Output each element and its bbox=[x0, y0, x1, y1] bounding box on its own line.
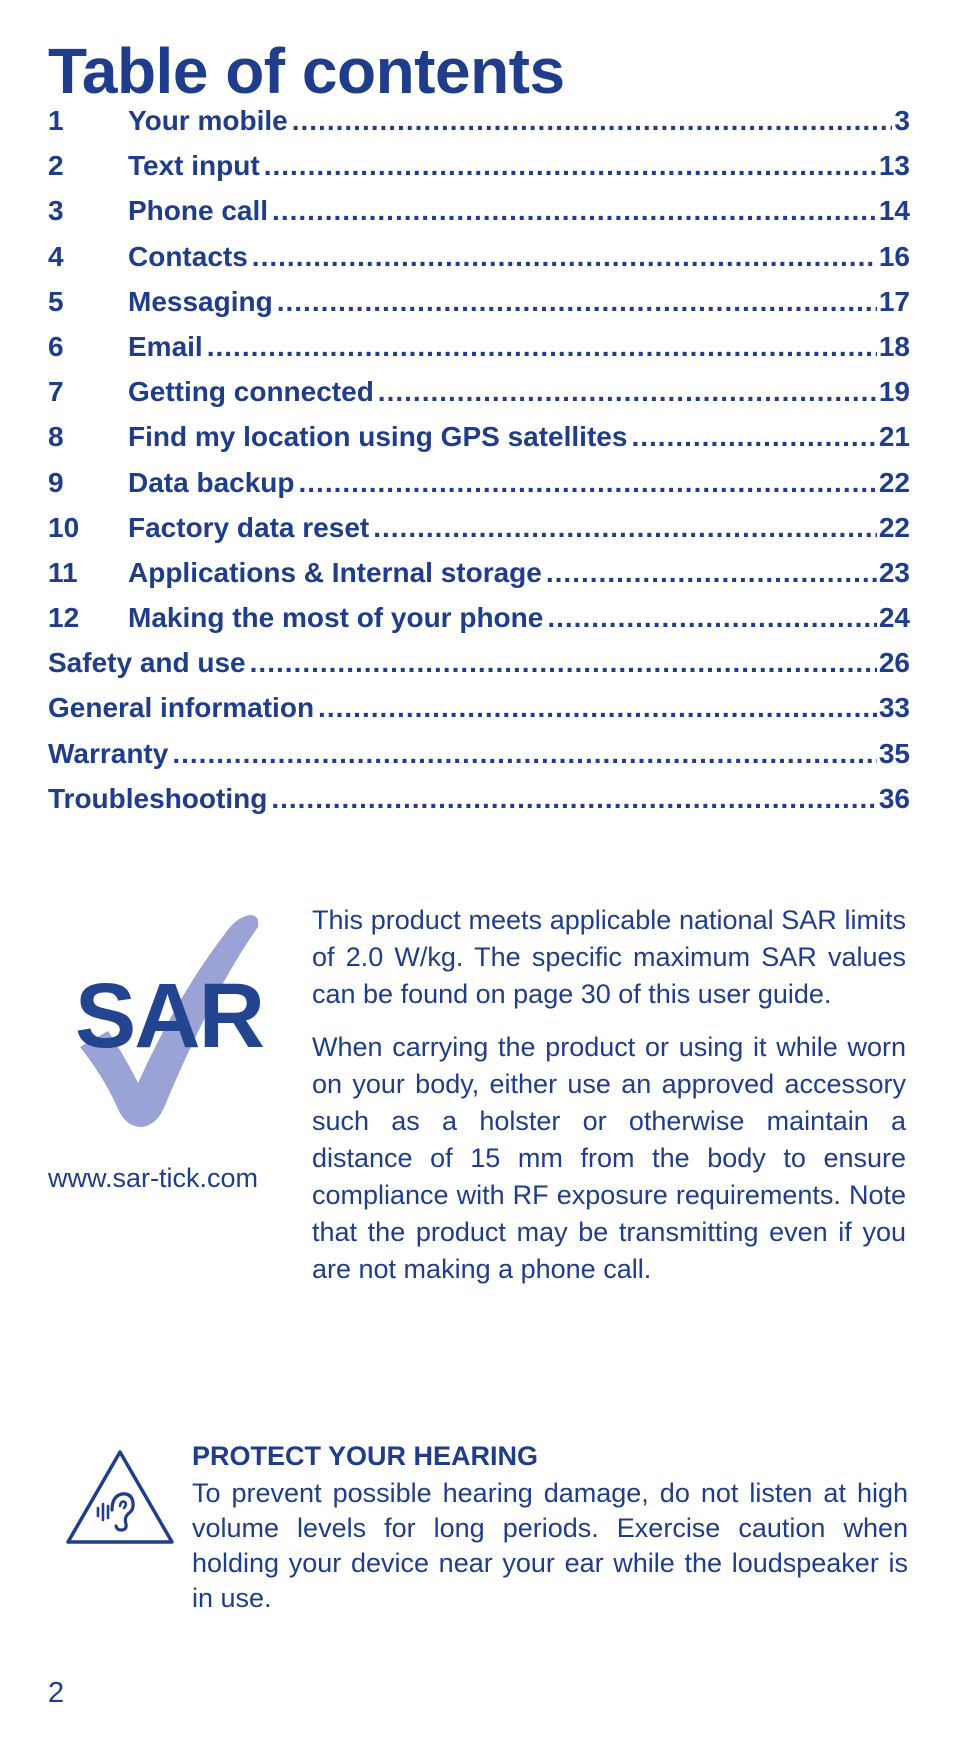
toc-entry-page: 24 bbox=[878, 602, 910, 634]
sar-logo-text: SAR bbox=[74, 965, 264, 1067]
toc-entry-page: 17 bbox=[878, 285, 910, 317]
toc-entry-number: 3 bbox=[48, 195, 64, 227]
toc-entry[interactable] bbox=[48, 376, 910, 421]
sar-paragraph-2: When carrying the product or using it while worn on your body, either use an approved accessory such as a holster or otherwise maintain a distance of 15 mm from the body to ensure compliance with RF exposure requirements. Note that the product may be transmitting even if you are not making a phone call. bbox=[312, 1032, 906, 1284]
toc-dot-leader bbox=[318, 692, 877, 724]
toc-entry-page: 23 bbox=[878, 556, 910, 588]
toc-dot-leader bbox=[299, 467, 877, 499]
toc-entry[interactable] bbox=[48, 150, 910, 195]
toc-entry[interactable] bbox=[48, 195, 910, 240]
toc-entry-page: 3 bbox=[894, 105, 910, 136]
toc-dot-leader bbox=[631, 421, 876, 453]
toc-entry-page: 35 bbox=[878, 737, 910, 769]
toc-entry-title: Phone call bbox=[128, 195, 269, 227]
sar-paragraph-1: This product meets applicable national SAR limits of 2.0 W/kg. The specific maximum SAR values can be found on page 30 of this user guide. bbox=[312, 905, 906, 1009]
toc-entry-title: Making the most of your phone bbox=[128, 602, 544, 634]
toc-dot-leader bbox=[546, 557, 877, 589]
toc-entry[interactable] bbox=[48, 105, 910, 150]
toc-entry-number: 8 bbox=[48, 421, 64, 453]
toc-entry-number: 12 bbox=[48, 602, 80, 634]
hearing-warning-title: PROTECT YOUR HEARING bbox=[192, 1441, 539, 1471]
toc-dot-leader bbox=[250, 647, 877, 679]
toc-entry-title: Find my location using GPS satellites bbox=[128, 421, 628, 453]
toc-entry-number: 5 bbox=[48, 285, 64, 317]
toc-entry-title: Warranty bbox=[48, 737, 169, 769]
sar-info bbox=[312, 902, 906, 1304]
toc-entry-page: 33 bbox=[878, 692, 910, 724]
toc-dot-leader bbox=[277, 286, 877, 318]
sar-tick-logo bbox=[46, 905, 292, 1137]
toc-dot-leader bbox=[378, 376, 877, 408]
toc-entry-title: Safety and use bbox=[48, 647, 246, 679]
toc-entry-title: Applications & Internal storage bbox=[128, 556, 542, 588]
toc-entry-title: Data backup bbox=[128, 466, 295, 498]
toc-entry[interactable] bbox=[48, 512, 910, 557]
toc-dot-leader bbox=[252, 241, 877, 273]
toc-entry[interactable] bbox=[48, 602, 910, 647]
toc-entry-page: 16 bbox=[878, 240, 910, 272]
toc-entry-page: 22 bbox=[878, 466, 910, 498]
toc-entry[interactable] bbox=[48, 692, 910, 737]
toc-entry-page: 22 bbox=[878, 511, 910, 543]
toc-entry-title: Messaging bbox=[128, 285, 273, 317]
toc-dot-leader bbox=[207, 331, 877, 363]
ear-warning-icon bbox=[64, 1448, 176, 1546]
toc-entry-title: Text input bbox=[128, 150, 260, 182]
toc-entry[interactable] bbox=[48, 783, 910, 828]
toc-entry-page: 19 bbox=[878, 376, 910, 408]
toc-entry[interactable] bbox=[48, 647, 910, 692]
toc-entry-page: 21 bbox=[878, 421, 910, 453]
toc-dot-leader bbox=[172, 738, 877, 770]
toc-dot-leader bbox=[272, 195, 877, 227]
toc-entry-page: 18 bbox=[878, 330, 910, 362]
toc-entry-number: 7 bbox=[48, 376, 64, 408]
toc-entry[interactable] bbox=[48, 286, 910, 331]
toc-entry-number: 4 bbox=[48, 240, 64, 272]
toc-entry-number: 11 bbox=[48, 556, 78, 588]
toc-entry-title: Your mobile bbox=[128, 105, 288, 136]
toc-dot-leader bbox=[264, 150, 877, 182]
hearing-warning-body: To prevent possible hearing damage, do not listen at high volume levels for long periods. Exercise caution when holding your device near your ear while the loudspeaker is in use. bbox=[192, 1478, 908, 1613]
toc-entry[interactable] bbox=[48, 738, 910, 783]
toc-entry-page: 13 bbox=[878, 150, 910, 182]
toc-entry[interactable] bbox=[48, 557, 910, 602]
toc-entry[interactable] bbox=[48, 331, 910, 376]
toc-entry-page: 14 bbox=[878, 195, 910, 227]
toc-entry-title: General information bbox=[48, 692, 315, 724]
toc-dot-leader bbox=[547, 602, 877, 634]
toc-entry-page: 36 bbox=[878, 782, 910, 814]
toc-list bbox=[48, 105, 910, 828]
toc-entry-title: Factory data reset bbox=[128, 511, 370, 543]
toc-dot-leader bbox=[373, 512, 877, 544]
toc-entry[interactable] bbox=[48, 467, 910, 512]
toc-entry-number: 9 bbox=[48, 466, 64, 498]
toc-dot-leader bbox=[271, 783, 877, 815]
toc-entry-number: 2 bbox=[48, 150, 64, 182]
toc-entry-title: Contacts bbox=[128, 240, 248, 272]
toc-entry-title: Email bbox=[128, 330, 203, 362]
toc-entry-number: 1 bbox=[48, 105, 64, 136]
toc-entry[interactable] bbox=[48, 421, 910, 466]
toc-entry-title: Getting connected bbox=[128, 376, 374, 408]
page-number: 2 bbox=[48, 1677, 65, 1709]
sar-url-link[interactable]: www.sar-tick.com bbox=[48, 1163, 259, 1193]
page-title: Table of contents bbox=[48, 35, 565, 107]
toc-entry-number: 6 bbox=[48, 330, 64, 362]
toc-entry-page: 26 bbox=[878, 647, 910, 679]
toc-entry-number: 10 bbox=[48, 511, 80, 543]
toc-entry-title: Troubleshooting bbox=[48, 782, 268, 814]
toc-entry[interactable] bbox=[48, 241, 910, 286]
toc-dot-leader bbox=[292, 105, 893, 137]
